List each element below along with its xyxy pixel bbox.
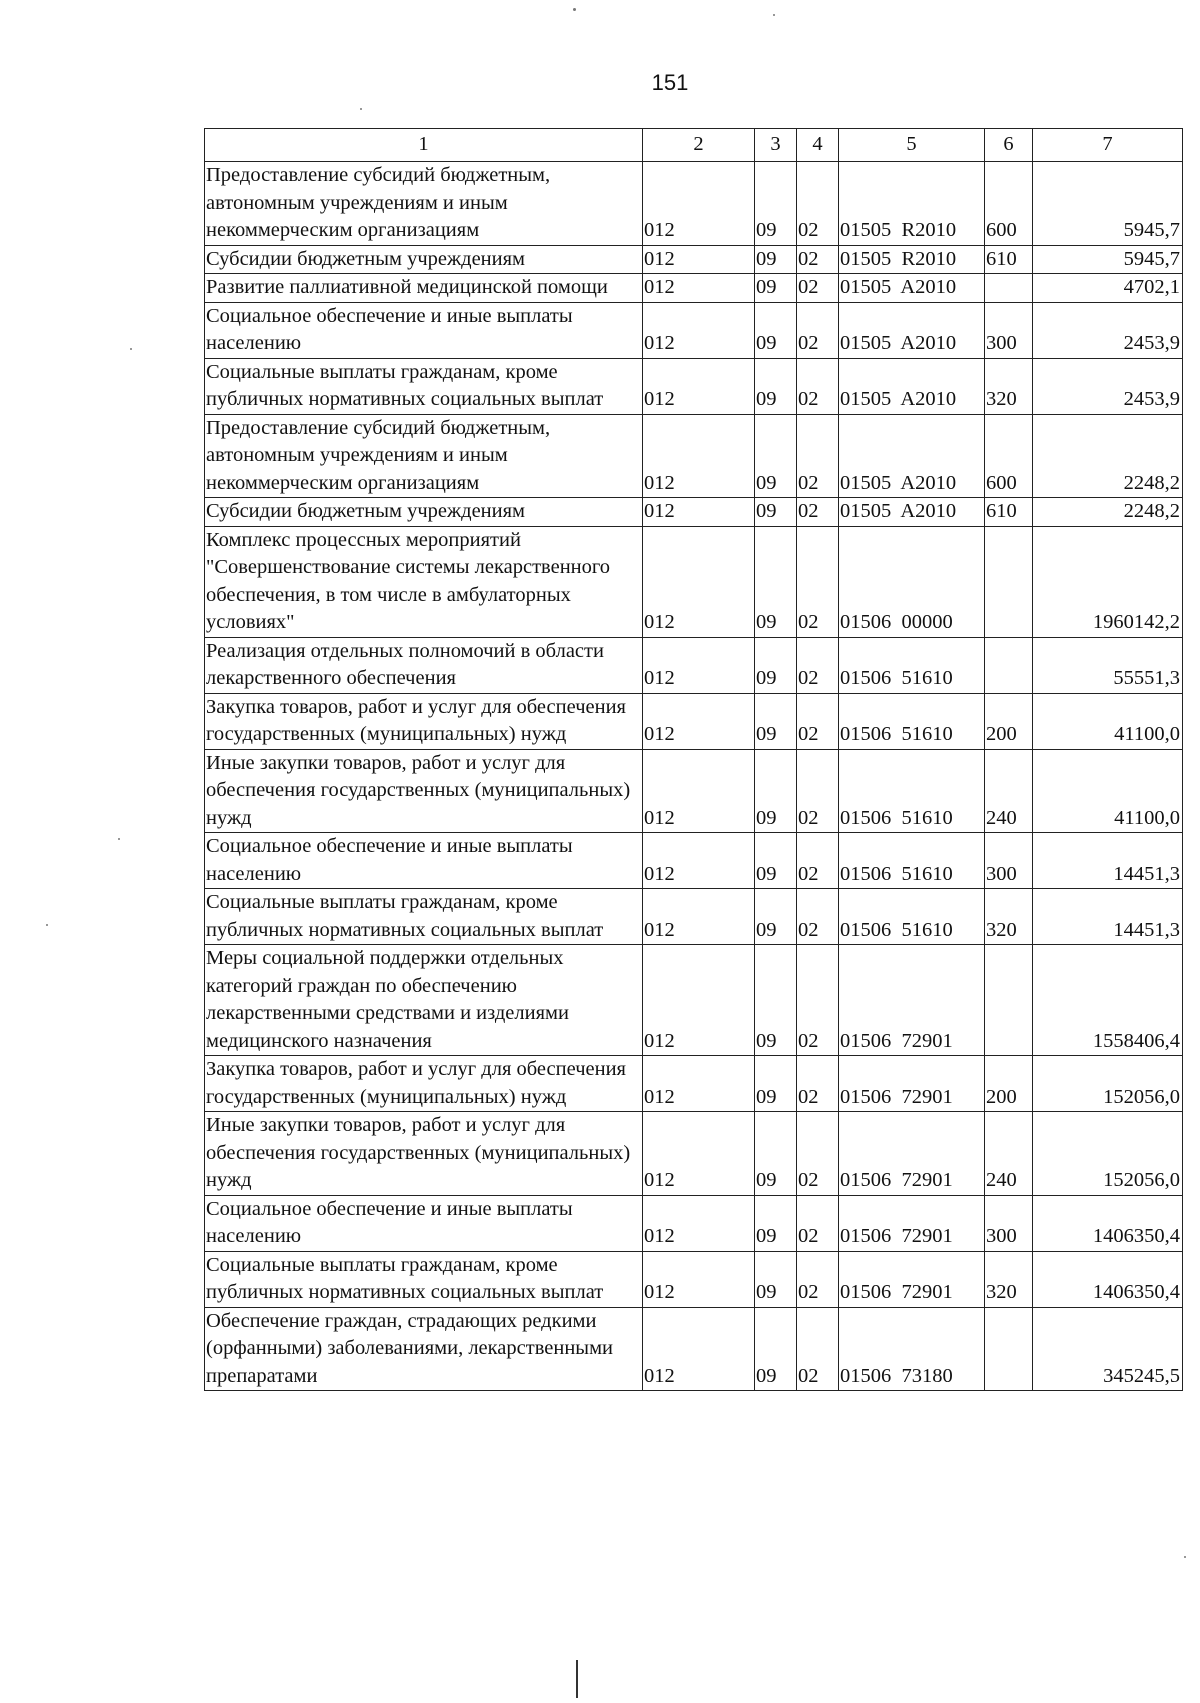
row-amount: 1558406,4 [1033, 945, 1183, 1056]
row-amount: 152056,0 [1033, 1112, 1183, 1196]
row-ved: 012 [643, 162, 755, 246]
row-vr [985, 526, 1033, 637]
table-row [205, 274, 1183, 303]
header-col-1: 1 [205, 129, 643, 162]
row-rz: 09 [755, 749, 797, 833]
row-csr: 01506 51610 [839, 693, 985, 749]
row-amount: 2453,9 [1033, 302, 1183, 358]
scan-speck [573, 8, 576, 11]
row-rz: 09 [755, 1251, 797, 1307]
row-pr: 02 [797, 358, 839, 414]
row-rz: 09 [755, 414, 797, 498]
row-pr: 02 [797, 693, 839, 749]
header-col-6: 6 [985, 129, 1033, 162]
row-pr: 02 [797, 833, 839, 889]
row-amount: 5945,7 [1033, 162, 1183, 246]
row-ved: 012 [643, 1056, 755, 1112]
scan-speck [130, 348, 132, 350]
row-vr: 300 [985, 1195, 1033, 1251]
row-csr: 01506 51610 [839, 889, 985, 945]
row-name: Иные закупки товаров, работ и услуг для обеспечения государственных (муниципальных) нужд [205, 1112, 643, 1196]
row-csr: 01505 R2010 [839, 162, 985, 246]
row-ved: 012 [643, 414, 755, 498]
row-vr: 200 [985, 693, 1033, 749]
row-ved: 012 [643, 1195, 755, 1251]
row-pr: 02 [797, 1307, 839, 1391]
row-vr [985, 1307, 1033, 1391]
table-row [205, 498, 1183, 527]
row-rz: 09 [755, 1307, 797, 1391]
row-name: Иные закупки товаров, работ и услуг для обеспечения государственных (муниципальных) нужд [205, 749, 643, 833]
row-ved: 012 [643, 358, 755, 414]
row-amount: 2453,9 [1033, 358, 1183, 414]
row-vr [985, 637, 1033, 693]
row-name: Комплекс процессных мероприятий "Совершенствование системы лекарственного обеспечения, в том числе в амбулаторных условиях" [205, 526, 643, 637]
table-row [205, 162, 1183, 246]
row-ved: 012 [643, 833, 755, 889]
row-vr [985, 274, 1033, 303]
row-csr: 01506 72901 [839, 1056, 985, 1112]
row-pr: 02 [797, 245, 839, 274]
table-row [205, 945, 1183, 1056]
row-csr: 01505 A2010 [839, 302, 985, 358]
row-amount: 1406350,4 [1033, 1195, 1183, 1251]
row-csr: 01505 A2010 [839, 358, 985, 414]
table-header [205, 129, 1183, 162]
row-name: Предоставление субсидий бюджетным, автономным учреждениям и иным некоммерческим организациям [205, 414, 643, 498]
row-amount: 4702,1 [1033, 274, 1183, 303]
scan-speck [1184, 1556, 1186, 1558]
row-rz: 09 [755, 358, 797, 414]
row-ved: 012 [643, 945, 755, 1056]
row-rz: 09 [755, 637, 797, 693]
row-ved: 012 [643, 1112, 755, 1196]
row-csr: 01506 72901 [839, 1112, 985, 1196]
header-col-5: 5 [839, 129, 985, 162]
row-rz: 09 [755, 1112, 797, 1196]
row-pr: 02 [797, 302, 839, 358]
row-rz: 09 [755, 1056, 797, 1112]
row-name: Развитие паллиативной медицинской помощи [205, 274, 643, 303]
row-amount: 1960142,2 [1033, 526, 1183, 637]
row-rz: 09 [755, 162, 797, 246]
row-name: Социальное обеспечение и иные выплаты населению [205, 1195, 643, 1251]
row-ved: 012 [643, 302, 755, 358]
row-csr: 01505 R2010 [839, 245, 985, 274]
row-pr: 02 [797, 637, 839, 693]
row-name: Закупка товаров, работ и услуг для обеспечения государственных (муниципальных) нужд [205, 1056, 643, 1112]
row-name: Социальное обеспечение и иные выплаты населению [205, 302, 643, 358]
row-rz: 09 [755, 833, 797, 889]
row-name: Субсидии бюджетным учреждениям [205, 245, 643, 274]
row-rz: 09 [755, 274, 797, 303]
row-amount: 345245,5 [1033, 1307, 1183, 1391]
row-vr: 240 [985, 1112, 1033, 1196]
row-csr: 01506 72901 [839, 945, 985, 1056]
row-amount: 2248,2 [1033, 498, 1183, 527]
row-pr: 02 [797, 1056, 839, 1112]
row-amount: 14451,3 [1033, 833, 1183, 889]
row-amount: 41100,0 [1033, 749, 1183, 833]
table-row [205, 889, 1183, 945]
table-row [205, 693, 1183, 749]
row-ved: 012 [643, 637, 755, 693]
row-pr: 02 [797, 162, 839, 246]
header-col-2: 2 [643, 129, 755, 162]
table-row [205, 526, 1183, 637]
row-csr: 01506 51610 [839, 637, 985, 693]
row-pr: 02 [797, 1251, 839, 1307]
table-row [205, 358, 1183, 414]
row-vr: 320 [985, 1251, 1033, 1307]
table-row [205, 1307, 1183, 1391]
table-row [205, 833, 1183, 889]
row-csr: 01505 A2010 [839, 498, 985, 527]
table-row [205, 1195, 1183, 1251]
row-vr: 300 [985, 302, 1033, 358]
scan-speck [46, 924, 48, 926]
row-ved: 012 [643, 245, 755, 274]
header-col-4: 4 [797, 129, 839, 162]
row-csr: 01506 72901 [839, 1195, 985, 1251]
row-vr: 320 [985, 358, 1033, 414]
row-rz: 09 [755, 693, 797, 749]
row-amount: 14451,3 [1033, 889, 1183, 945]
row-amount: 41100,0 [1033, 693, 1183, 749]
row-csr: 01506 51610 [839, 833, 985, 889]
row-amount: 55551,3 [1033, 637, 1183, 693]
row-name: Меры социальной поддержки отдельных категорий граждан по обеспечению лекарственными средствами и изделиями медицинского назначения [205, 945, 643, 1056]
table-row [205, 1056, 1183, 1112]
row-csr: 01505 A2010 [839, 274, 985, 303]
row-csr: 01506 73180 [839, 1307, 985, 1391]
row-rz: 09 [755, 498, 797, 527]
row-name: Обеспечение граждан, страдающих редкими (орфанными) заболеваниями, лекарственными препаратами [205, 1307, 643, 1391]
row-rz: 09 [755, 889, 797, 945]
scan-speck [118, 838, 120, 840]
row-amount: 2248,2 [1033, 414, 1183, 498]
scan-speck [360, 108, 362, 110]
row-ved: 012 [643, 1307, 755, 1391]
row-csr: 01506 00000 [839, 526, 985, 637]
row-vr: 240 [985, 749, 1033, 833]
row-rz: 09 [755, 945, 797, 1056]
row-vr: 610 [985, 498, 1033, 527]
row-pr: 02 [797, 1195, 839, 1251]
row-name: Социальные выплаты гражданам, кроме публичных нормативных социальных выплат [205, 889, 643, 945]
row-csr: 01506 72901 [839, 1251, 985, 1307]
row-rz: 09 [755, 526, 797, 637]
scan-mark [576, 1660, 578, 1698]
row-amount: 5945,7 [1033, 245, 1183, 274]
row-pr: 02 [797, 414, 839, 498]
row-pr: 02 [797, 1112, 839, 1196]
row-pr: 02 [797, 274, 839, 303]
row-name: Социальные выплаты гражданам, кроме публичных нормативных социальных выплат [205, 358, 643, 414]
table-row [205, 1251, 1183, 1307]
scan-speck [773, 14, 775, 16]
row-pr: 02 [797, 749, 839, 833]
row-vr: 300 [985, 833, 1033, 889]
row-name: Социальные выплаты гражданам, кроме публичных нормативных социальных выплат [205, 1251, 643, 1307]
table-row [205, 637, 1183, 693]
row-pr: 02 [797, 498, 839, 527]
header-col-3: 3 [755, 129, 797, 162]
row-vr: 320 [985, 889, 1033, 945]
row-amount: 152056,0 [1033, 1056, 1183, 1112]
row-name: Реализация отдельных полномочий в области лекарственного обеспечения [205, 637, 643, 693]
row-name: Субсидии бюджетным учреждениям [205, 498, 643, 527]
header-row [205, 129, 1183, 162]
row-ved: 012 [643, 498, 755, 527]
row-vr: 600 [985, 162, 1033, 246]
row-csr: 01506 51610 [839, 749, 985, 833]
row-name: Социальное обеспечение и иные выплаты населению [205, 833, 643, 889]
page-number: 151 [651, 70, 689, 95]
row-name: Закупка товаров, работ и услуг для обеспечения государственных (муниципальных) нужд [205, 693, 643, 749]
row-ved: 012 [643, 526, 755, 637]
row-ved: 012 [643, 749, 755, 833]
table-row [205, 749, 1183, 833]
table-row [205, 414, 1183, 498]
table-row [205, 302, 1183, 358]
row-ved: 012 [643, 693, 755, 749]
row-pr: 02 [797, 526, 839, 637]
row-vr: 610 [985, 245, 1033, 274]
header-col-7: 7 [1033, 129, 1183, 162]
budget-table [204, 128, 1183, 1391]
row-rz: 09 [755, 245, 797, 274]
table-body [205, 162, 1183, 1391]
row-ved: 012 [643, 889, 755, 945]
table-row [205, 1112, 1183, 1196]
row-vr: 600 [985, 414, 1033, 498]
row-amount: 1406350,4 [1033, 1251, 1183, 1307]
row-pr: 02 [797, 945, 839, 1056]
row-ved: 012 [643, 274, 755, 303]
row-rz: 09 [755, 1195, 797, 1251]
table-row [205, 245, 1183, 274]
row-csr: 01505 A2010 [839, 414, 985, 498]
row-vr [985, 945, 1033, 1056]
row-ved: 012 [643, 1251, 755, 1307]
row-name: Предоставление субсидий бюджетным, автономным учреждениям и иным некоммерческим организациям [205, 162, 643, 246]
row-rz: 09 [755, 302, 797, 358]
row-pr: 02 [797, 889, 839, 945]
row-vr: 200 [985, 1056, 1033, 1112]
